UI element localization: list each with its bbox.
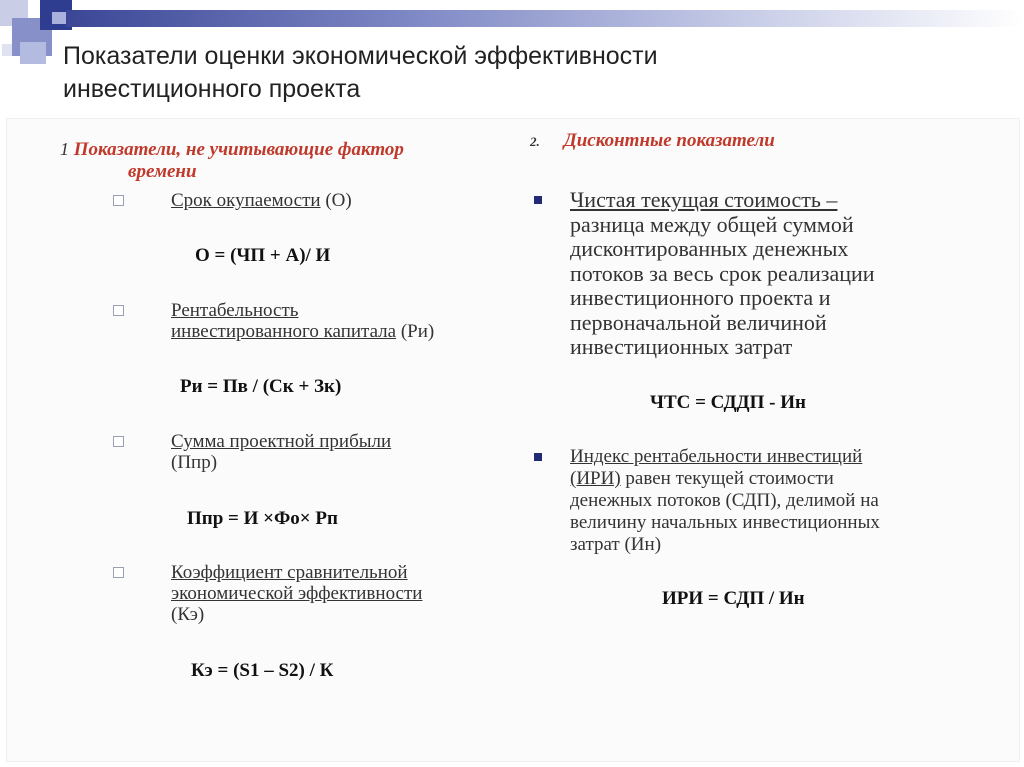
checkbox-bullet-icon — [113, 567, 124, 578]
item-definition-line: дисконтированных денежных — [570, 236, 849, 261]
item-definition-line: затрат (Ин) — [570, 534, 662, 555]
item-abbr: (О) — [320, 190, 352, 211]
section-heading-text: Дисконтные показатели — [563, 130, 775, 151]
item-term: Сумма проектной прибыли — [171, 431, 392, 452]
section-heading-text: времени — [128, 161, 197, 182]
section-heading-1 — [60, 138, 500, 183]
formula: Кэ = (S1 – S2) / К — [191, 660, 334, 681]
formula: Ри = Пв / (Ск + Зк) — [180, 376, 342, 397]
list-item — [530, 188, 1010, 360]
list-item — [60, 562, 611, 625]
list-item — [60, 300, 611, 342]
formula: Ппр = И ×Фо× Рп — [187, 508, 338, 529]
item-definition-line: равен текущей стоимости — [620, 468, 834, 489]
item-abbr: (Ри) — [396, 321, 435, 342]
item-abbr: (Ппр) — [171, 452, 218, 473]
item-term: Индекс рентабельности инвестиций — [570, 446, 863, 467]
checkbox-bullet-icon — [113, 436, 124, 447]
item-term: инвестированного капитала — [171, 321, 397, 342]
checkbox-bullet-icon — [113, 305, 124, 316]
item-definition-line: инвестиционных затрат — [570, 334, 793, 359]
decor-square — [20, 42, 46, 64]
title-line: Показатели оценки экономической эффективности — [63, 42, 658, 70]
item-term: Срок окупаемости — [171, 190, 321, 211]
item-definition-line: первоначальной величиной — [570, 309, 827, 335]
section-heading-2 — [530, 130, 970, 153]
section-number: 1 — [60, 139, 69, 159]
right-column — [530, 130, 970, 609]
title-line: инвестиционного проекта — [63, 75, 361, 103]
section-heading-text: Показатели, не учитывающие фактор — [73, 139, 404, 160]
checkbox-bullet-icon — [113, 195, 124, 206]
slide-title — [63, 40, 963, 106]
item-term: экономической эффективности — [171, 583, 423, 604]
item-definition-line: денежных потоков (СДП), делимой на — [570, 490, 879, 511]
item-definition-line: потоков за весь срок реализации — [570, 260, 875, 286]
item-abbr: (Кэ) — [171, 604, 205, 625]
item-term: Коэффициент сравнительной — [171, 562, 408, 583]
item-term: Чистая текущая стоимость – — [570, 187, 838, 212]
item-definition-line: инвестиционного проекта и — [570, 285, 831, 310]
formula: ИРИ = СДП / Ин — [662, 588, 805, 609]
square-bullet-icon — [534, 196, 542, 204]
item-term: (ИРИ) — [570, 468, 621, 489]
header-gradient-bar — [66, 10, 1024, 27]
list-item — [60, 431, 611, 473]
item-term: Рентабельность — [171, 300, 299, 321]
formula: ЧТС = СДДП - Ин — [650, 392, 806, 413]
item-definition-line: величину начальных инвестиционных — [570, 512, 880, 533]
item-definition-line: разница между общей суммой — [570, 211, 854, 237]
formula: О = (ЧП + А)/ И — [195, 245, 331, 266]
list-item — [530, 446, 1010, 556]
list-item — [60, 190, 611, 211]
left-column — [60, 138, 500, 681]
square-bullet-icon — [534, 453, 542, 461]
section-number: 2. — [530, 134, 540, 149]
